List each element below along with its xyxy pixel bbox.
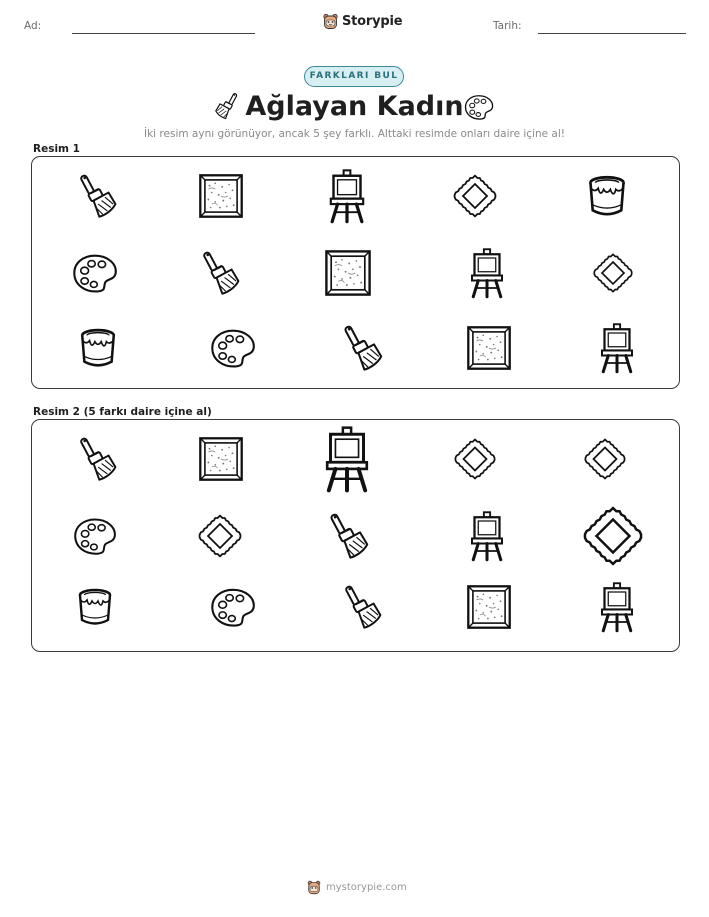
footer xyxy=(307,880,407,895)
logo-text: Storypie xyxy=(342,14,403,29)
palette-icon[interactable] xyxy=(212,590,253,626)
instructions-text: İki resim aynı görünüyor, ancak 5 şey farklı. Alttaki resimde onları daire içine al! xyxy=(144,128,565,140)
find-differences-badge: FARKLARI BUL xyxy=(304,66,404,87)
brush-icon xyxy=(203,252,238,294)
brush-icon[interactable] xyxy=(345,586,380,628)
easel-icon[interactable] xyxy=(327,428,367,491)
brush-icon[interactable] xyxy=(80,438,115,480)
paint-bucket-icon[interactable] xyxy=(80,590,110,624)
palette-icon[interactable] xyxy=(75,520,115,554)
page-title: Ağlayan Kadın xyxy=(245,91,464,122)
footer-url[interactable]: mystorypie.com xyxy=(326,882,407,893)
brush-icon xyxy=(345,326,382,370)
stamp-icon xyxy=(455,176,496,217)
easel-icon[interactable] xyxy=(472,512,502,560)
name-label: Ad: xyxy=(24,20,42,32)
brush-icon xyxy=(80,175,115,217)
stamp-icon[interactable] xyxy=(200,516,241,557)
picture-2-label: Resim 2 (5 farkı daire içine al) xyxy=(33,406,212,418)
easel-icon xyxy=(472,249,502,297)
picture-2-icons xyxy=(75,428,641,631)
palette-icon xyxy=(74,256,115,292)
brush-icon[interactable] xyxy=(331,514,368,558)
picture-1-label: Resim 1 xyxy=(33,143,80,155)
bear-mascot-icon xyxy=(307,880,321,895)
frame-icon xyxy=(468,327,509,368)
paint-bucket-icon xyxy=(591,177,624,214)
easel-icon xyxy=(602,324,632,372)
easel-icon[interactable] xyxy=(602,583,632,631)
frame-icon xyxy=(200,175,241,216)
stamp-icon[interactable] xyxy=(455,439,494,478)
easel-icon xyxy=(331,170,363,221)
date-label: Tarih: xyxy=(493,20,522,32)
paint-bucket-icon xyxy=(82,330,114,365)
picture-1-icons xyxy=(74,170,632,371)
stamp-icon[interactable] xyxy=(585,439,624,478)
palette-icon xyxy=(212,331,253,367)
frame-icon[interactable] xyxy=(200,438,241,479)
stamp-icon xyxy=(594,254,631,291)
frame-icon xyxy=(326,251,369,294)
frame-icon[interactable] xyxy=(468,586,509,627)
stamp-icon[interactable] xyxy=(585,508,641,564)
